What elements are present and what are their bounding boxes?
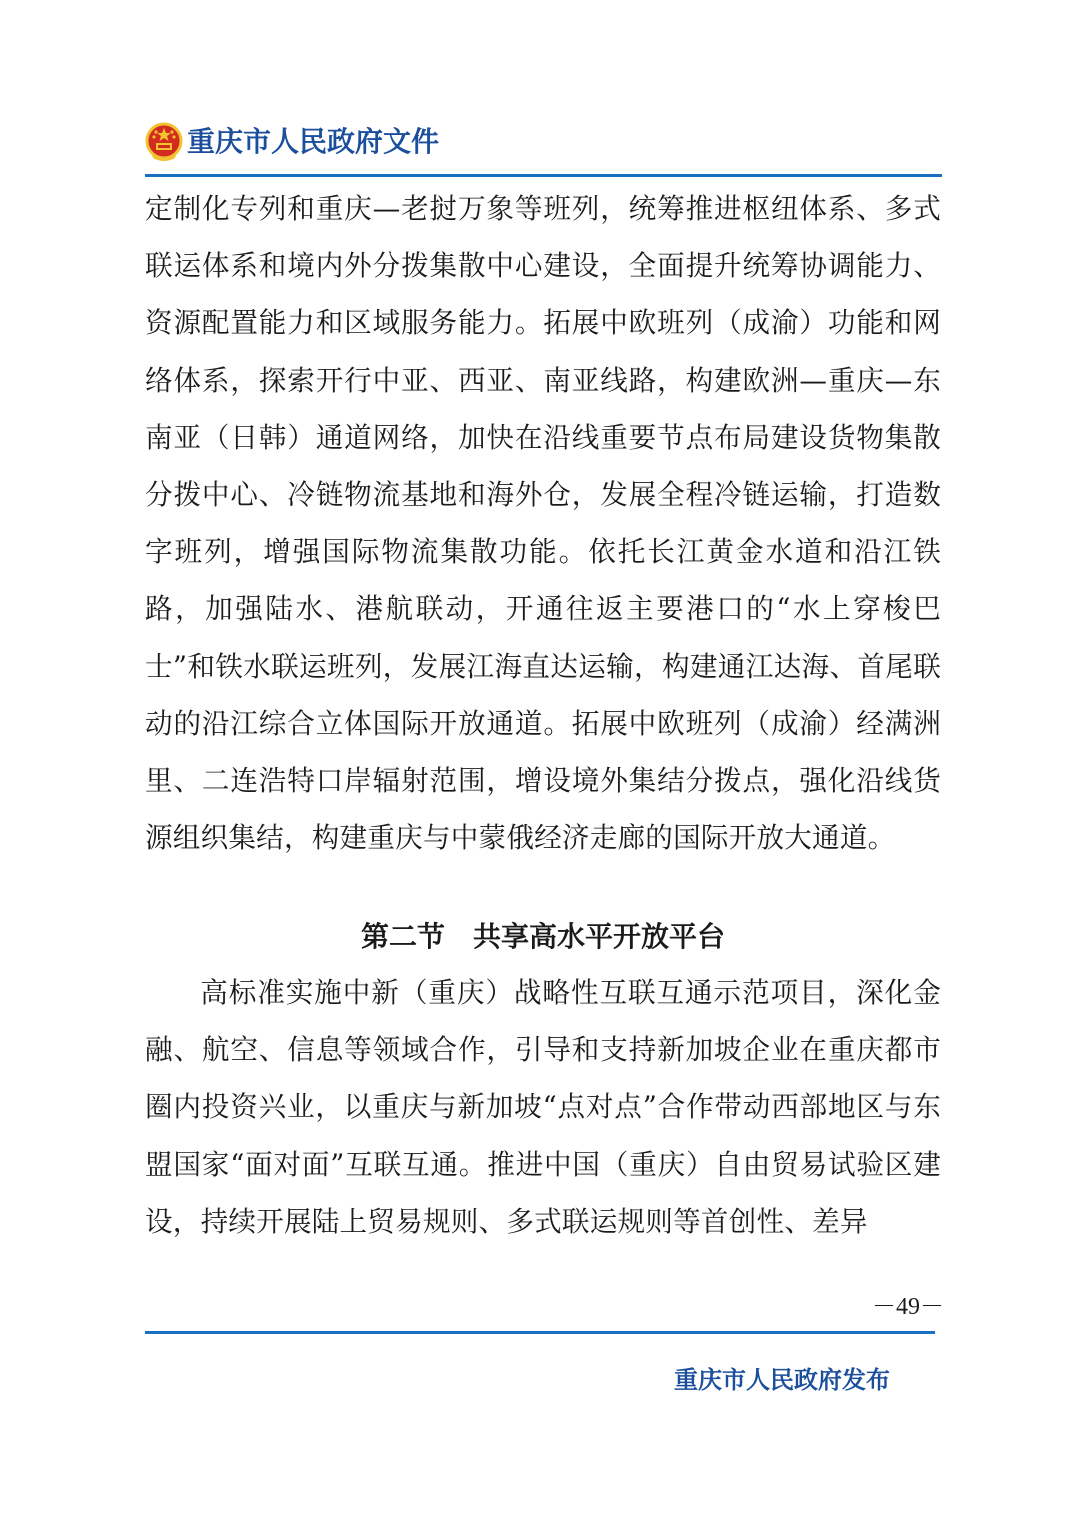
header-title: 重庆市人民政府文件 bbox=[187, 125, 440, 158]
document-header bbox=[145, 118, 945, 166]
footer-publisher: 重庆市人民政府发布 bbox=[674, 1366, 890, 1394]
body-paragraph: 高标准实施中新（重庆）战略性互联互通示范项目，深化金融、航空、信息等领域合作，引导和支持新加坡企业在重庆都市圈内投资兴业，以重庆与新加坡“点对点”合作带动西部地区与东盟国家“面对面”互联互通。推进中国（重庆）自由贸易试验区建设，持续开展陆上贸易规则、多式联运规则等首创性、差异 bbox=[145, 976, 941, 1238]
section-heading: 第二节 共享高水平开放平台 bbox=[360, 920, 725, 953]
page-number: －49－ bbox=[872, 1294, 944, 1320]
footer-divider bbox=[145, 1331, 935, 1334]
body-paragraph: 定制化专列和重庆—老挝万象等班列，统筹推进枢纽体系、多式联运体系和境内外分拨集散中心建设，全面提升统筹协调能力、资源配置能力和区域服务能力。拓展中欧班列（成渝）功能和网络体系，探索开行中亚、西亚、南亚线路，构建欧洲—重庆—东南亚（日韩）通道网络，加快在沿线重要节点布局建设货物集散分拨中心、冷链物流基地和海外仓，发展全程冷链运输，打造数字班列，增强国际物流集散功能。依托长江黄金水道和沿江铁路，加强陆水、港航联动，开通往返主要港口的“水上穿梭巴士”和铁水联运班列，发展江海直达运输，构建通江达海、首尾联动的沿江综合立体国际开放通道。拓展中欧班列（成渝）经满洲里、二连浩特口岸辐射范围，增设境外集结分拨点，强化沿线货源组织集结，构建重庆与中蒙俄经济走廊的国际开放大通道。 bbox=[145, 192, 941, 855]
national-emblem-icon bbox=[145, 122, 183, 162]
header-divider bbox=[145, 174, 942, 177]
